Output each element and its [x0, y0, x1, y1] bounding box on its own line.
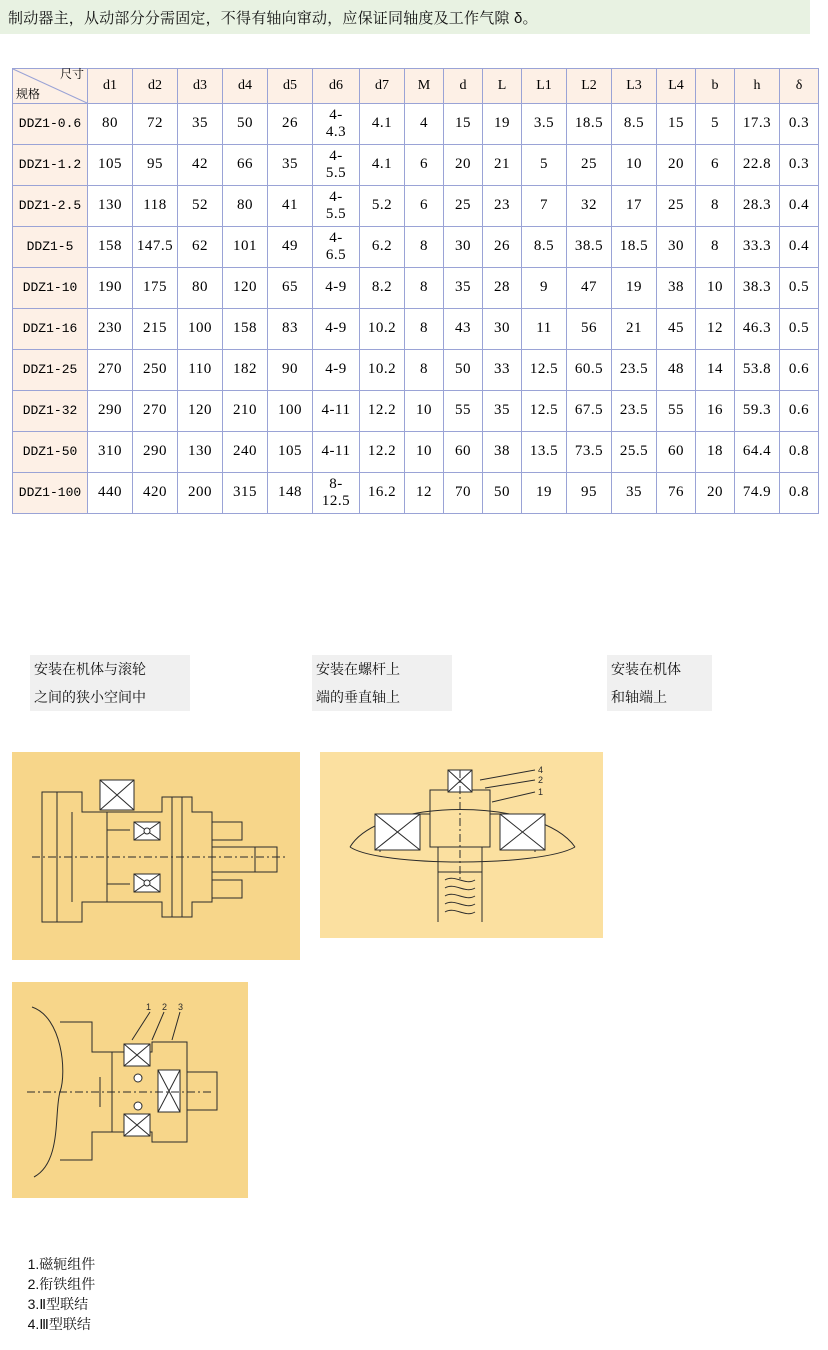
cell-d6: 4-9 — [313, 268, 360, 309]
cell-L1: 7 — [522, 186, 567, 227]
cell-d: 55 — [444, 391, 483, 432]
cell-d2: 215 — [133, 309, 178, 350]
cell-d7: 8.2 — [360, 268, 405, 309]
cell-d6: 4- 4.3 — [313, 104, 360, 145]
col-header-d: d — [444, 69, 483, 104]
cell-L4: 48 — [657, 350, 696, 391]
table-row — [13, 309, 819, 350]
col-header-L3: L3 — [612, 69, 657, 104]
cell-d5: 105 — [268, 432, 313, 473]
cell-h: 46.3 — [735, 309, 780, 350]
cell-d4: 240 — [223, 432, 268, 473]
corner-spec-label: 规格 — [16, 88, 41, 103]
cell-L3: 23.5 — [612, 350, 657, 391]
cell-d3: 200 — [178, 473, 223, 514]
cell-d3: 100 — [178, 309, 223, 350]
svg-text:4: 4 — [538, 765, 544, 775]
cell-d4: 315 — [223, 473, 268, 514]
assembly-drawing-1 — [12, 752, 300, 960]
cell-d4: 182 — [223, 350, 268, 391]
cell-d4: 50 — [223, 104, 268, 145]
cell-L: 28 — [483, 268, 522, 309]
cell-h: 59.3 — [735, 391, 780, 432]
cell-L1: 3.5 — [522, 104, 567, 145]
corner-size-label: 尺寸 — [59, 68, 84, 82]
cell-L: 23 — [483, 186, 522, 227]
spec-table — [12, 68, 819, 514]
cell-d3: 120 — [178, 391, 223, 432]
table-row — [13, 104, 819, 145]
cell-M: 6 — [405, 145, 444, 186]
col-header-d5: d5 — [268, 69, 313, 104]
cell-d: 60 — [444, 432, 483, 473]
row-header-model: DDZ1-16 — [13, 309, 88, 350]
cell-L: 26 — [483, 227, 522, 268]
cell-b: 5 — [696, 104, 735, 145]
cell-d3: 52 — [178, 186, 223, 227]
cell-L1: 9 — [522, 268, 567, 309]
cell-L1: 8.5 — [522, 227, 567, 268]
assembly-drawing-1-graphic — [12, 752, 300, 960]
cell-d: 43 — [444, 309, 483, 350]
cell-d2: 72 — [133, 104, 178, 145]
cell-L: 33 — [483, 350, 522, 391]
cell-L2: 38.5 — [567, 227, 612, 268]
cell-d6: 4-9 — [313, 350, 360, 391]
cell-δ: 0.6 — [780, 391, 819, 432]
cell-d4: 80 — [223, 186, 268, 227]
cell-M: 6 — [405, 186, 444, 227]
cell-d2: 175 — [133, 268, 178, 309]
cell-d2: 270 — [133, 391, 178, 432]
cell-d6: 4-9 — [313, 309, 360, 350]
assembly-drawing-3 — [12, 982, 248, 1198]
cell-L1: 13.5 — [522, 432, 567, 473]
cell-b: 16 — [696, 391, 735, 432]
cell-b: 10 — [696, 268, 735, 309]
cell-M: 8 — [405, 227, 444, 268]
cell-d2: 147.5 — [133, 227, 178, 268]
cell-L2: 47 — [567, 268, 612, 309]
cell-L4: 15 — [657, 104, 696, 145]
table-row — [13, 391, 819, 432]
cell-L4: 20 — [657, 145, 696, 186]
cell-d1: 105 — [88, 145, 133, 186]
col-header-d7: d7 — [360, 69, 405, 104]
table-row — [13, 432, 819, 473]
cell-h: 33.3 — [735, 227, 780, 268]
cell-δ: 0.8 — [780, 473, 819, 514]
row-header-model: DDZ1-10 — [13, 268, 88, 309]
caption-1-line2: 之间的狭小空间中 — [34, 689, 146, 705]
svg-text:1: 1 — [538, 787, 544, 797]
cell-h: 38.3 — [735, 268, 780, 309]
cell-L: 38 — [483, 432, 522, 473]
cell-d7: 12.2 — [360, 432, 405, 473]
cell-d3: 80 — [178, 268, 223, 309]
col-header-d1: d1 — [88, 69, 133, 104]
caption-2-line1: 安装在螺杆上 — [316, 661, 400, 677]
cell-h: 17.3 — [735, 104, 780, 145]
row-header-model: DDZ1-50 — [13, 432, 88, 473]
col-header-L: L — [483, 69, 522, 104]
assembly-drawing-3-graphic — [12, 982, 248, 1198]
cell-L2: 67.5 — [567, 391, 612, 432]
caption-2-line2: 端的垂直轴上 — [316, 689, 400, 705]
row-header-model: DDZ1-25 — [13, 350, 88, 391]
cell-d3: 130 — [178, 432, 223, 473]
cell-d1: 310 — [88, 432, 133, 473]
cell-b: 18 — [696, 432, 735, 473]
cell-d4: 101 — [223, 227, 268, 268]
cell-d3: 110 — [178, 350, 223, 391]
cell-δ: 0.6 — [780, 350, 819, 391]
legend-item-2: 2.衔铁组件 — [27, 1276, 96, 1292]
legend-item-4: 4.Ⅲ型联结 — [27, 1316, 91, 1332]
table-row — [13, 268, 819, 309]
svg-text:3: 3 — [178, 1002, 184, 1012]
caption-3 — [607, 655, 712, 711]
cell-δ: 0.3 — [780, 104, 819, 145]
cell-d5: 26 — [268, 104, 313, 145]
cell-L: 21 — [483, 145, 522, 186]
col-header-d2: d2 — [133, 69, 178, 104]
table-row — [13, 227, 819, 268]
spec-table-body — [13, 104, 819, 514]
cell-L3: 17 — [612, 186, 657, 227]
row-header-model: DDZ1-1.2 — [13, 145, 88, 186]
cell-L3: 8.5 — [612, 104, 657, 145]
row-header-model: DDZ1-100 — [13, 473, 88, 514]
cell-h: 74.9 — [735, 473, 780, 514]
cell-L: 30 — [483, 309, 522, 350]
cell-d4: 120 — [223, 268, 268, 309]
cell-d2: 95 — [133, 145, 178, 186]
cell-d1: 130 — [88, 186, 133, 227]
cell-h: 28.3 — [735, 186, 780, 227]
cell-M: 12 — [405, 473, 444, 514]
cell-δ: 0.4 — [780, 227, 819, 268]
caption-2 — [312, 655, 452, 711]
cell-b: 6 — [696, 145, 735, 186]
cell-d3: 42 — [178, 145, 223, 186]
figure-captions — [12, 655, 812, 717]
cell-d6: 4-11 — [313, 432, 360, 473]
cell-d7: 16.2 — [360, 473, 405, 514]
cell-d2: 250 — [133, 350, 178, 391]
cell-L4: 76 — [657, 473, 696, 514]
col-header-L1: L1 — [522, 69, 567, 104]
cell-δ: 0.5 — [780, 268, 819, 309]
cell-d6: 4-11 — [313, 391, 360, 432]
cell-δ: 0.3 — [780, 145, 819, 186]
cell-d2: 290 — [133, 432, 178, 473]
legend — [12, 1238, 812, 1350]
header-row — [13, 69, 819, 104]
cell-L: 35 — [483, 391, 522, 432]
table-row — [13, 473, 819, 514]
cell-L4: 55 — [657, 391, 696, 432]
cell-d: 20 — [444, 145, 483, 186]
cell-M: 10 — [405, 432, 444, 473]
assembly-drawing-2-callouts — [538, 765, 543, 797]
cell-L4: 30 — [657, 227, 696, 268]
cell-L1: 12.5 — [522, 391, 567, 432]
cell-d7: 12.2 — [360, 391, 405, 432]
cell-d1: 80 — [88, 104, 133, 145]
cell-L1: 12.5 — [522, 350, 567, 391]
cell-L3: 25.5 — [612, 432, 657, 473]
table-row — [13, 145, 819, 186]
cell-L4: 60 — [657, 432, 696, 473]
cell-d7: 5.2 — [360, 186, 405, 227]
svg-text:2: 2 — [162, 1002, 168, 1012]
row-header-model: DDZ1-0.6 — [13, 104, 88, 145]
spec-table-head — [13, 69, 819, 104]
cell-L3: 23.5 — [612, 391, 657, 432]
cell-d5: 41 — [268, 186, 313, 227]
cell-d6: 4- 5.5 — [313, 145, 360, 186]
cell-d7: 4.1 — [360, 104, 405, 145]
cell-M: 8 — [405, 309, 444, 350]
cell-d3: 62 — [178, 227, 223, 268]
cell-M: 8 — [405, 350, 444, 391]
cell-d1: 158 — [88, 227, 133, 268]
cell-d4: 66 — [223, 145, 268, 186]
cell-d5: 83 — [268, 309, 313, 350]
cell-b: 8 — [696, 186, 735, 227]
cell-L3: 18.5 — [612, 227, 657, 268]
assembly-drawing-2-graphic — [320, 752, 603, 938]
cell-L: 19 — [483, 104, 522, 145]
cell-δ: 0.4 — [780, 186, 819, 227]
svg-text:2: 2 — [538, 775, 544, 785]
cell-d: 35 — [444, 268, 483, 309]
cell-h: 53.8 — [735, 350, 780, 391]
col-header-M: M — [405, 69, 444, 104]
legend-item-1: 1.磁轭组件 — [27, 1256, 96, 1272]
caption-1-line1: 安装在机体与滚轮 — [34, 661, 146, 677]
cell-L4: 45 — [657, 309, 696, 350]
cell-L4: 25 — [657, 186, 696, 227]
cell-d7: 6.2 — [360, 227, 405, 268]
cell-L2: 32 — [567, 186, 612, 227]
cell-d6: 4- 5.5 — [313, 186, 360, 227]
cell-M: 10 — [405, 391, 444, 432]
cell-d6: 8- 12.5 — [313, 473, 360, 514]
cell-d5: 148 — [268, 473, 313, 514]
cell-L: 50 — [483, 473, 522, 514]
caption-3-line2: 和轴端上 — [611, 689, 667, 705]
col-header-h: h — [735, 69, 780, 104]
cell-d1: 190 — [88, 268, 133, 309]
cell-d5: 100 — [268, 391, 313, 432]
svg-text:1: 1 — [146, 1002, 152, 1012]
cell-L1: 11 — [522, 309, 567, 350]
cell-L2: 25 — [567, 145, 612, 186]
cell-d1: 230 — [88, 309, 133, 350]
cell-h: 64.4 — [735, 432, 780, 473]
cell-L3: 19 — [612, 268, 657, 309]
cell-M: 4 — [405, 104, 444, 145]
cell-b: 8 — [696, 227, 735, 268]
row-header-model: DDZ1-5 — [13, 227, 88, 268]
cell-δ: 0.8 — [780, 432, 819, 473]
cell-d5: 90 — [268, 350, 313, 391]
cell-d7: 10.2 — [360, 350, 405, 391]
assembly-drawing-2 — [320, 752, 603, 938]
cell-d4: 158 — [223, 309, 268, 350]
cell-d1: 290 — [88, 391, 133, 432]
cell-d4: 210 — [223, 391, 268, 432]
cell-L2: 73.5 — [567, 432, 612, 473]
top-note: 制动器主，从动部分分需固定，不得有轴向窜动，应保证同轴度及工作气隙 δ。 — [0, 0, 810, 34]
col-header-b: b — [696, 69, 735, 104]
cell-L2: 18.5 — [567, 104, 612, 145]
cell-L3: 21 — [612, 309, 657, 350]
cell-L2: 60.5 — [567, 350, 612, 391]
cell-d5: 65 — [268, 268, 313, 309]
cell-b: 20 — [696, 473, 735, 514]
cell-δ: 0.5 — [780, 309, 819, 350]
cell-d5: 49 — [268, 227, 313, 268]
cell-b: 14 — [696, 350, 735, 391]
cell-L3: 10 — [612, 145, 657, 186]
cell-d2: 118 — [133, 186, 178, 227]
row-header-model: DDZ1-32 — [13, 391, 88, 432]
cell-h: 22.8 — [735, 145, 780, 186]
col-header-d4: d4 — [223, 69, 268, 104]
caption-3-line1: 安装在机体 — [611, 661, 681, 677]
cell-d3: 35 — [178, 104, 223, 145]
col-header-L2: L2 — [567, 69, 612, 104]
table-row — [13, 350, 819, 391]
cell-d6: 4- 6.5 — [313, 227, 360, 268]
cell-d1: 270 — [88, 350, 133, 391]
col-header-L4: L4 — [657, 69, 696, 104]
cell-d: 15 — [444, 104, 483, 145]
cell-M: 8 — [405, 268, 444, 309]
row-header-model: DDZ1-2.5 — [13, 186, 88, 227]
cell-d1: 440 — [88, 473, 133, 514]
col-header-d6: d6 — [313, 69, 360, 104]
cell-L1: 19 — [522, 473, 567, 514]
caption-1 — [30, 655, 190, 711]
corner-header-cell — [13, 69, 88, 104]
table-row — [13, 186, 819, 227]
col-header-delta: δ — [780, 69, 819, 104]
cell-d: 25 — [444, 186, 483, 227]
cell-d: 50 — [444, 350, 483, 391]
cell-d7: 4.1 — [360, 145, 405, 186]
cell-L3: 35 — [612, 473, 657, 514]
cell-L4: 38 — [657, 268, 696, 309]
legend-item-3: 3.Ⅱ型联结 — [27, 1296, 89, 1312]
cell-d5: 35 — [268, 145, 313, 186]
cell-L1: 5 — [522, 145, 567, 186]
cell-L2: 95 — [567, 473, 612, 514]
assembly-drawing-3-callouts — [146, 1002, 183, 1012]
cell-d2: 420 — [133, 473, 178, 514]
spec-table-container — [12, 68, 828, 514]
cell-L2: 56 — [567, 309, 612, 350]
col-header-d3: d3 — [178, 69, 223, 104]
cell-d7: 10.2 — [360, 309, 405, 350]
cell-d: 70 — [444, 473, 483, 514]
cell-d: 30 — [444, 227, 483, 268]
cell-b: 12 — [696, 309, 735, 350]
